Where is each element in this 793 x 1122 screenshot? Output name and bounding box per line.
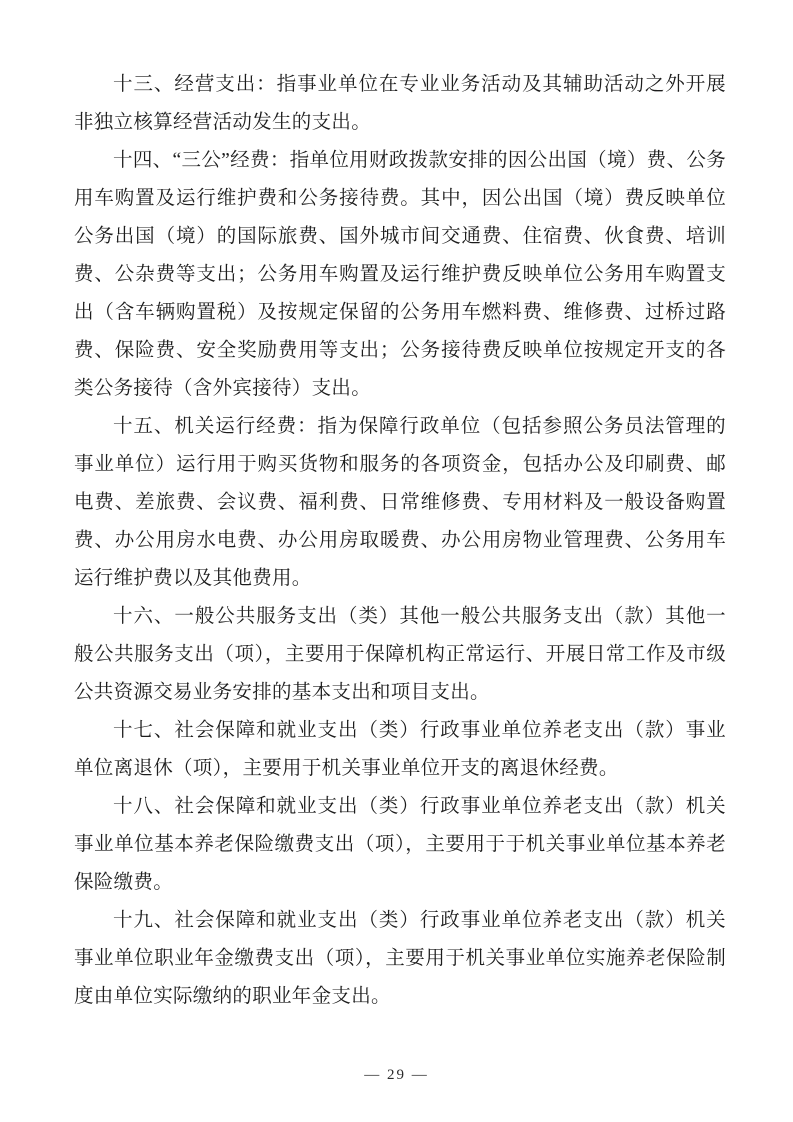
- page-number: — 29 —: [364, 1067, 429, 1083]
- paragraph-15-agency-operating-funds: 十五、机关运行经费：指为保障行政单位（包括参照公务员法管理的事业单位）运行用于购买货物和服务的各项资金，包括办公及印刷费、邮电费、差旅费、会议费、福利费、日常维修费、专用材料及一般设备购置费、办公用房水电费、办公用房取暖费、办公用房物业管理费、公务用车运行维护费以及其他费用。: [74, 416, 726, 589]
- paragraph-16-general-public-service: 十六、一般公共服务支出（类）其他一般公共服务支出（款）其他一般公共服务支出（项），主要用于保障机构正常运行、开展日常工作及市级公共资源交易业务安排的基本支出和项目支出。: [74, 606, 726, 703]
- paragraph-18-basic-pension-contribution: 十八、社会保障和就业支出（类）行政事业单位养老支出（款）机关事业单位基本养老保险缴费支出（项），主要用于于机关事业单位基本养老保险缴费。: [74, 796, 726, 893]
- page-footer: [0, 1066, 793, 1084]
- paragraph-19-occupational-annuity: 十九、社会保障和就业支出（类）行政事业单位养老支出（款）机关事业单位职业年金缴费支出（项），主要用于机关事业单位实施养老保险制度由单位实际缴纳的职业年金支出。: [74, 910, 726, 1007]
- paragraph-13-operating-expenditure: 十三、经营支出：指事业单位在专业业务活动及其辅助活动之外开展非独立核算经营活动发生的支出。: [74, 74, 726, 133]
- document-body: [74, 66, 726, 1016]
- paragraph-14-three-public-funds: 十四、“三公”经费：指单位用财政拨款安排的因公出国（境）费、公务用车购置及运行维护费和公务接待费。其中，因公出国（境）费反映单位公务出国（境）的国际旅费、国外城市间交通费、住宿费、伙食费、培训费、公杂费等支出；公务用车购置及运行维护费反映单位公务用车购置支出（含车辆购置税）及按规定保留的公务用车燃料费、维修费、过桥过路费、保险费、安全奖励费用等支出；公务接待费反映单位按规定开支的各类公务接待（含外宾接待）支出。: [74, 150, 726, 399]
- paragraph-17-retirement-expenditure: 十七、社会保障和就业支出（类）行政事业单位养老支出（款）事业单位离退休（项），主要用于机关事业单位开支的离退休经费。: [74, 720, 726, 779]
